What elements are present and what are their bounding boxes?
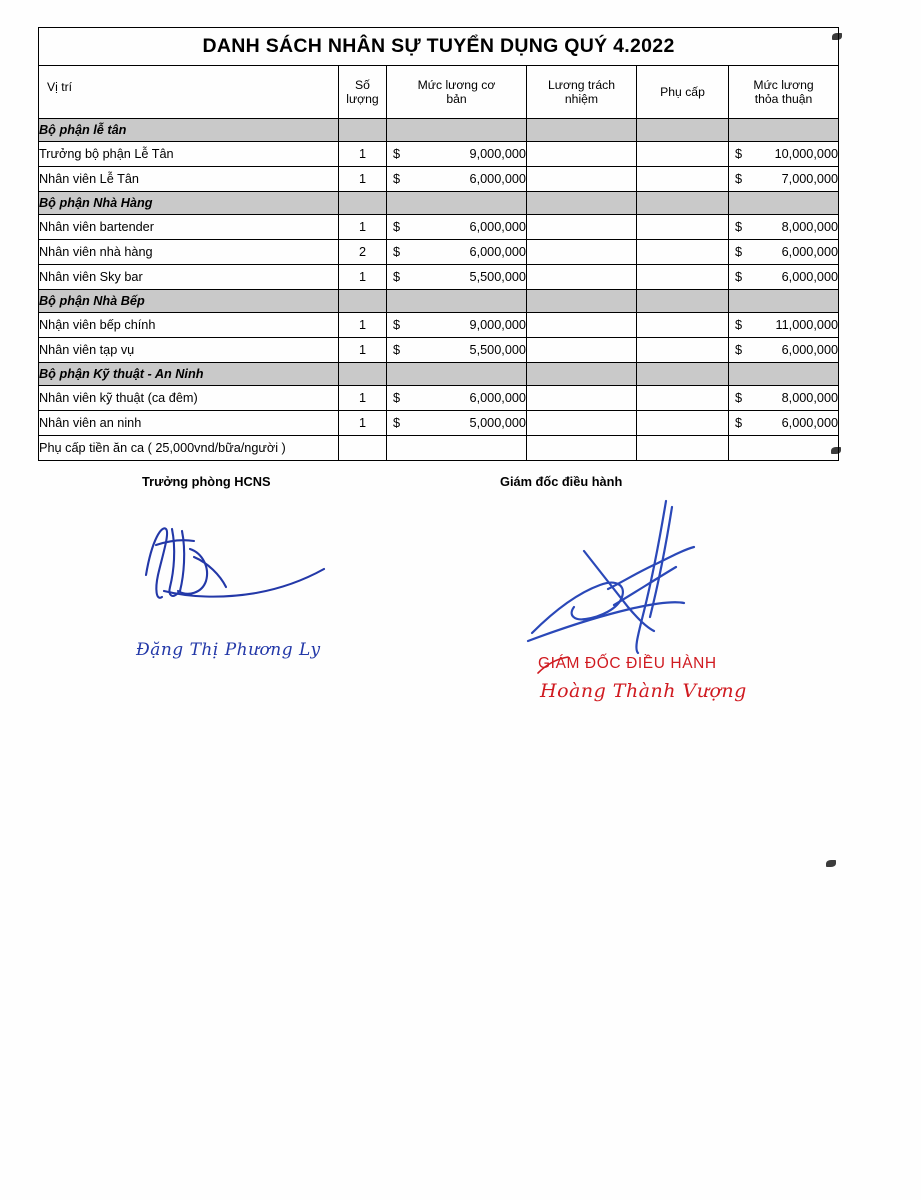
group-label: Bộ phận Nhà Bếp (39, 290, 339, 313)
cell-agreed-salary (729, 338, 839, 363)
currency-symbol: $ (393, 416, 401, 430)
cell-quantity: 1 (339, 386, 387, 411)
column-header-base-salary-line1: Mức lương cơ (417, 77, 496, 92)
agreed-salary-value: 6,000,000 (781, 245, 839, 259)
page-title: DANH SÁCH NHÂN SỰ TUYỂN DỤNG QUÝ 4.2022 (39, 28, 839, 66)
group-row-empty-cell (339, 119, 387, 142)
cell-base-salary (387, 240, 527, 265)
column-header-agreed-line1: Mức lương (753, 77, 814, 92)
base-salary-value: 6,000,000 (469, 245, 526, 259)
cell-position: Nhân viên kỹ thuật (ca đêm) (39, 386, 339, 411)
agreed-salary-value: 10,000,000 (774, 147, 839, 161)
table-row (39, 240, 839, 265)
cell-responsibility-salary (527, 265, 637, 290)
signature-area (38, 465, 838, 765)
currency-symbol: $ (393, 245, 401, 259)
cell-agreed-salary (729, 215, 839, 240)
cell-quantity: 1 (339, 215, 387, 240)
cell-base-salary (387, 215, 527, 240)
recruitment-table (38, 27, 839, 461)
signature-name-ceo: Hoàng Thành Vượng (540, 680, 747, 702)
column-header-quantity-line1: Số (355, 77, 370, 92)
group-row-empty-cell (637, 290, 729, 313)
cell-base-salary (387, 167, 527, 192)
group-label: Bộ phận Kỹ thuật - An Ninh (39, 363, 339, 386)
cell-position: Nhân viên tạp vụ (39, 338, 339, 363)
currency-symbol: $ (735, 391, 743, 405)
agreed-salary-value: 8,000,000 (781, 391, 839, 405)
cell-quantity: 1 (339, 411, 387, 436)
group-row-empty-cell (729, 192, 839, 215)
footer-row-empty-cell (387, 436, 527, 461)
recruitment-table-container (38, 27, 838, 461)
currency-symbol: $ (393, 343, 401, 357)
cell-quantity: 1 (339, 338, 387, 363)
group-row-empty-cell (729, 119, 839, 142)
cell-agreed-salary (729, 411, 839, 436)
group-row-empty-cell (729, 290, 839, 313)
footer-row-empty-cell (637, 436, 729, 461)
cell-agreed-salary (729, 386, 839, 411)
table-row (39, 411, 839, 436)
column-header-base-salary-line2: bản (446, 92, 467, 106)
currency-symbol: $ (393, 147, 401, 161)
column-header-agreed-line2: thỏa thuận (754, 92, 813, 106)
cell-quantity: 2 (339, 240, 387, 265)
table-row (39, 167, 839, 192)
cell-base-salary (387, 142, 527, 167)
agreed-salary-value: 8,000,000 (781, 220, 839, 234)
cell-agreed-salary (729, 142, 839, 167)
cell-allowance (637, 265, 729, 290)
footer-row-empty-cell (729, 436, 839, 461)
group-row-empty-cell (387, 290, 527, 313)
base-salary-value: 6,000,000 (469, 391, 526, 405)
cell-agreed-salary (729, 313, 839, 338)
table-group-row (39, 192, 839, 215)
group-row-empty-cell (387, 363, 527, 386)
footer-row-empty-cell (339, 436, 387, 461)
base-salary-value: 6,000,000 (469, 220, 526, 234)
signature-label-ceo: Giám đốc điều hành (500, 474, 623, 489)
agreed-salary-value: 6,000,000 (781, 343, 839, 357)
table-group-row (39, 363, 839, 386)
cell-responsibility-salary (527, 386, 637, 411)
stamp-text-ceo: GIÁM ĐỐC ĐIỀU HÀNH (538, 655, 717, 672)
table-header-row (39, 66, 839, 119)
group-row-empty-cell (387, 119, 527, 142)
column-header-base-salary (387, 66, 527, 119)
column-header-responsibility-line2: nhiệm (564, 92, 599, 106)
group-row-empty-cell (637, 119, 729, 142)
cell-agreed-salary (729, 240, 839, 265)
group-row-empty-cell (527, 192, 637, 215)
column-header-quantity-line2: lượng (346, 92, 379, 106)
cell-allowance (637, 386, 729, 411)
group-row-empty-cell (527, 290, 637, 313)
cell-position: Nhân viên bartender (39, 215, 339, 240)
table-body (39, 119, 839, 461)
currency-symbol: $ (393, 391, 401, 405)
currency-symbol: $ (735, 416, 743, 430)
table-group-row (39, 119, 839, 142)
group-row-empty-cell (339, 192, 387, 215)
cell-responsibility-salary (527, 313, 637, 338)
group-label: Bộ phận lễ tân (39, 119, 339, 142)
group-row-empty-cell (387, 192, 527, 215)
cell-allowance (637, 240, 729, 265)
table-row (39, 338, 839, 363)
cell-position: Nhận viên bếp chính (39, 313, 339, 338)
group-label: Bộ phận Nhà Hàng (39, 192, 339, 215)
signature-name-hr-manager: Đặng Thị Phương Ly (136, 640, 321, 660)
footer-row-empty-cell (527, 436, 637, 461)
column-header-allowance: Phụ cấp (637, 66, 729, 119)
cell-quantity: 1 (339, 142, 387, 167)
cell-position: Trưởng bộ phận Lễ Tân (39, 142, 339, 167)
group-row-empty-cell (339, 290, 387, 313)
currency-symbol: $ (393, 220, 401, 234)
cell-base-salary (387, 411, 527, 436)
currency-symbol: $ (735, 318, 743, 332)
table-row (39, 313, 839, 338)
base-salary-value: 5,500,000 (469, 343, 526, 357)
cell-allowance (637, 167, 729, 192)
currency-symbol: $ (735, 343, 743, 357)
cell-allowance (637, 215, 729, 240)
table-row (39, 265, 839, 290)
cell-allowance (637, 411, 729, 436)
column-header-agreed-salary (729, 66, 839, 119)
base-salary-value: 5,500,000 (469, 270, 526, 284)
table-title-row (39, 28, 839, 66)
cell-base-salary (387, 313, 527, 338)
currency-symbol: $ (735, 220, 743, 234)
agreed-salary-value: 11,000,000 (775, 318, 839, 332)
currency-symbol: $ (393, 172, 401, 186)
cell-responsibility-salary (527, 215, 637, 240)
base-salary-value: 9,000,000 (469, 318, 526, 332)
column-header-responsibility-line1: Lương trách (548, 77, 615, 92)
cell-responsibility-salary (527, 411, 637, 436)
cell-agreed-salary (729, 265, 839, 290)
cell-allowance (637, 338, 729, 363)
cell-position: Nhân viên Lễ Tân (39, 167, 339, 192)
table-row (39, 215, 839, 240)
scan-artifact-mark (826, 860, 836, 867)
cell-responsibility-salary (527, 338, 637, 363)
group-row-empty-cell (527, 363, 637, 386)
cell-quantity: 1 (339, 313, 387, 338)
currency-symbol: $ (735, 172, 743, 186)
cell-agreed-salary (729, 167, 839, 192)
currency-symbol: $ (393, 270, 401, 284)
agreed-salary-value: 6,000,000 (781, 270, 839, 284)
signature-ink-hr-manager (128, 505, 348, 635)
currency-symbol: $ (393, 318, 401, 332)
cell-quantity: 1 (339, 167, 387, 192)
agreed-salary-value: 7,000,000 (781, 172, 839, 186)
cell-base-salary (387, 386, 527, 411)
table-footer-row (39, 436, 839, 461)
cell-allowance (637, 142, 729, 167)
agreed-salary-value: 6,000,000 (781, 416, 839, 430)
cell-responsibility-salary (527, 240, 637, 265)
currency-symbol: $ (735, 147, 743, 161)
cell-allowance (637, 313, 729, 338)
cell-responsibility-salary (527, 142, 637, 167)
group-row-empty-cell (527, 119, 637, 142)
base-salary-value: 9,000,000 (469, 147, 526, 161)
currency-symbol: $ (735, 270, 743, 284)
cell-position: Nhân viên an ninh (39, 411, 339, 436)
group-row-empty-cell (339, 363, 387, 386)
cell-position: Nhân viên Sky bar (39, 265, 339, 290)
table-row (39, 386, 839, 411)
group-row-empty-cell (637, 192, 729, 215)
cell-base-salary (387, 338, 527, 363)
signature-ink-ceo (488, 493, 788, 673)
base-salary-value: 5,000,000 (469, 416, 526, 430)
cell-responsibility-salary (527, 167, 637, 192)
cell-position: Nhân viên nhà hàng (39, 240, 339, 265)
cell-quantity: 1 (339, 265, 387, 290)
table-row (39, 142, 839, 167)
group-row-empty-cell (729, 363, 839, 386)
column-header-responsibility-salary (527, 66, 637, 119)
meal-allowance-note: Phụ cấp tiền ăn ca ( 25,000vnd/bữa/người ) (39, 436, 339, 461)
table-group-row (39, 290, 839, 313)
currency-symbol: $ (735, 245, 743, 259)
column-header-position: Vị trí (39, 66, 339, 119)
column-header-quantity (339, 66, 387, 119)
cell-base-salary (387, 265, 527, 290)
base-salary-value: 6,000,000 (469, 172, 526, 186)
signature-label-hr-manager: Trưởng phòng HCNS (142, 474, 271, 489)
group-row-empty-cell (637, 363, 729, 386)
